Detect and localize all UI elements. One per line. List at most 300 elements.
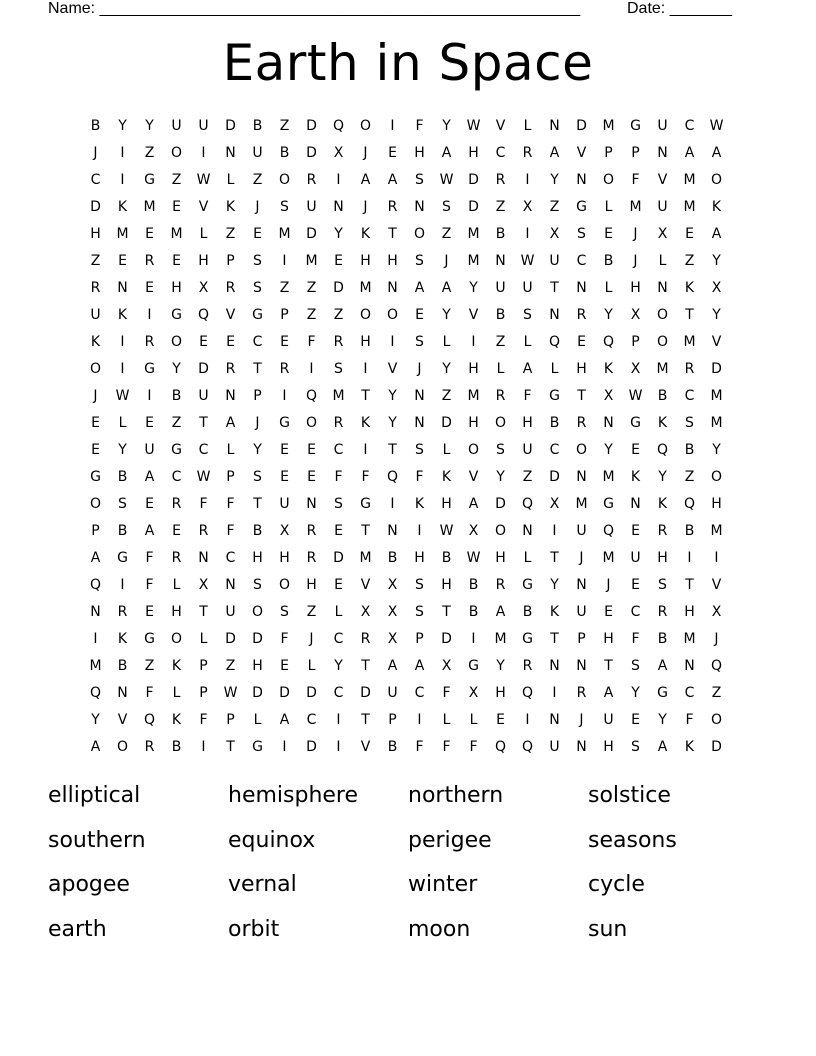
grid-letter[interactable]: E xyxy=(577,333,586,350)
grid-letter[interactable]: N xyxy=(576,657,587,674)
grid-letter[interactable]: M xyxy=(278,225,291,242)
grid-letter[interactable]: O xyxy=(278,171,291,188)
grid-letter[interactable]: N xyxy=(414,198,425,215)
grid-letter[interactable]: C xyxy=(684,387,695,404)
grid-letter[interactable]: A xyxy=(90,549,101,566)
grid-letter[interactable]: T xyxy=(388,441,397,458)
grid-letter[interactable]: H xyxy=(171,279,182,296)
grid-letter[interactable]: D xyxy=(333,279,344,296)
grid-letter[interactable]: R xyxy=(306,171,317,188)
grid-letter[interactable]: O xyxy=(467,441,480,458)
grid-letter[interactable]: M xyxy=(116,225,129,242)
grid-letter[interactable]: C xyxy=(333,684,344,701)
grid-letter[interactable]: E xyxy=(604,225,613,242)
grid-letter[interactable]: G xyxy=(171,441,182,458)
grid-letter[interactable]: Y xyxy=(631,684,640,701)
grid-letter[interactable]: D xyxy=(225,630,236,647)
grid-letter[interactable]: H xyxy=(495,549,506,566)
grid-letter[interactable]: C xyxy=(495,144,506,161)
grid-letter[interactable]: Y xyxy=(442,360,451,377)
grid-letter[interactable]: G xyxy=(252,738,263,755)
grid-letter[interactable]: I xyxy=(201,144,206,161)
grid-letter[interactable]: O xyxy=(710,711,723,728)
grid-letter[interactable]: R xyxy=(144,738,155,755)
grid-letter[interactable]: N xyxy=(225,576,236,593)
grid-letter[interactable]: U xyxy=(171,117,182,134)
grid-letter[interactable]: S xyxy=(658,576,667,593)
grid-letter[interactable]: E xyxy=(91,414,100,431)
grid-letter[interactable]: R xyxy=(279,360,290,377)
grid-letter[interactable]: G xyxy=(630,117,641,134)
grid-letter[interactable]: T xyxy=(577,387,586,404)
grid-letter[interactable]: N xyxy=(549,117,560,134)
grid-letter[interactable]: C xyxy=(576,252,587,269)
grid-letter[interactable]: J xyxy=(417,360,422,377)
grid-letter[interactable]: L xyxy=(307,657,316,674)
grid-letter[interactable]: L xyxy=(604,279,613,296)
grid-letter[interactable]: W xyxy=(520,252,535,269)
grid-letter[interactable]: D xyxy=(198,360,209,377)
grid-letter[interactable]: G xyxy=(144,360,155,377)
grid-letter[interactable]: M xyxy=(710,522,723,539)
grid-letter[interactable]: Y xyxy=(91,711,100,728)
grid-letter[interactable]: H xyxy=(171,603,182,620)
grid-letter[interactable]: S xyxy=(415,441,424,458)
grid-letter[interactable]: X xyxy=(711,603,722,620)
grid-letter[interactable]: K xyxy=(171,711,182,728)
grid-letter[interactable]: H xyxy=(495,684,506,701)
grid-letter[interactable]: I xyxy=(714,549,719,566)
grid-letter[interactable]: E xyxy=(280,441,289,458)
grid-letter[interactable]: S xyxy=(415,252,424,269)
grid-letter[interactable]: K xyxy=(171,657,182,674)
grid-letter[interactable]: G xyxy=(576,198,587,215)
grid-letter[interactable]: Y xyxy=(712,252,721,269)
grid-letter[interactable]: L xyxy=(496,360,505,377)
grid-letter[interactable]: G xyxy=(90,468,101,485)
grid-letter[interactable]: H xyxy=(630,279,641,296)
grid-letter[interactable]: B xyxy=(90,117,101,134)
grid-letter[interactable]: K xyxy=(549,603,560,620)
grid-letter[interactable]: E xyxy=(91,441,100,458)
grid-letter[interactable]: O xyxy=(305,414,318,431)
grid-letter[interactable]: E xyxy=(145,603,154,620)
grid-letter[interactable]: V xyxy=(468,468,479,485)
grid-letter[interactable]: H xyxy=(522,414,533,431)
grid-letter[interactable]: Z xyxy=(522,468,533,485)
grid-letter[interactable]: K xyxy=(117,630,128,647)
grid-letter[interactable]: Z xyxy=(495,333,506,350)
grid-letter[interactable]: I xyxy=(390,495,395,512)
grid-letter[interactable]: C xyxy=(684,117,695,134)
grid-letter[interactable]: Y xyxy=(550,171,559,188)
grid-letter[interactable]: N xyxy=(414,387,425,404)
grid-letter[interactable]: Q xyxy=(602,522,615,539)
grid-letter[interactable]: S xyxy=(523,306,532,323)
grid-letter[interactable]: P xyxy=(199,657,208,674)
grid-letter[interactable]: F xyxy=(415,117,424,134)
grid-letter[interactable]: X xyxy=(522,198,533,215)
grid-letter[interactable]: E xyxy=(415,306,424,323)
grid-letter[interactable]: P xyxy=(388,711,397,728)
grid-letter[interactable]: S xyxy=(253,468,262,485)
grid-letter[interactable]: N xyxy=(603,414,614,431)
grid-letter[interactable]: M xyxy=(683,171,696,188)
grid-letter[interactable]: L xyxy=(658,252,667,269)
grid-letter[interactable]: B xyxy=(387,738,398,755)
grid-letter[interactable]: L xyxy=(550,360,559,377)
grid-letter[interactable]: L xyxy=(226,441,235,458)
grid-letter[interactable]: X xyxy=(549,495,560,512)
grid-letter[interactable]: I xyxy=(147,387,152,404)
grid-letter[interactable]: O xyxy=(359,306,372,323)
grid-letter[interactable]: E xyxy=(631,441,640,458)
grid-letter[interactable]: N xyxy=(549,306,560,323)
grid-letter[interactable]: O xyxy=(494,414,507,431)
grid-letter[interactable]: R xyxy=(657,522,668,539)
grid-letter[interactable]: X xyxy=(630,306,641,323)
grid-letter[interactable]: U xyxy=(306,198,317,215)
grid-letter[interactable]: H xyxy=(279,549,290,566)
grid-letter[interactable]: E xyxy=(145,414,154,431)
grid-letter[interactable]: H xyxy=(684,603,695,620)
grid-letter[interactable]: N xyxy=(684,657,695,674)
grid-letter[interactable]: V xyxy=(657,171,668,188)
grid-letter[interactable]: D xyxy=(225,117,236,134)
grid-letter[interactable]: S xyxy=(685,414,694,431)
grid-letter[interactable]: E xyxy=(334,522,343,539)
grid-letter[interactable]: Q xyxy=(521,738,534,755)
grid-letter[interactable]: R xyxy=(576,306,587,323)
grid-letter[interactable]: O xyxy=(575,441,588,458)
grid-letter[interactable]: R xyxy=(495,387,506,404)
grid-letter[interactable]: E xyxy=(253,225,262,242)
grid-letter[interactable]: X xyxy=(441,657,452,674)
grid-letter[interactable]: F xyxy=(199,495,208,512)
grid-letter[interactable]: N xyxy=(495,252,506,269)
grid-letter[interactable]: Q xyxy=(683,495,696,512)
grid-letter[interactable]: N xyxy=(576,279,587,296)
grid-letter[interactable]: M xyxy=(359,549,372,566)
grid-letter[interactable]: E xyxy=(388,144,397,161)
grid-letter[interactable]: F xyxy=(199,711,208,728)
grid-letter[interactable]: I xyxy=(282,252,287,269)
grid-letter[interactable]: F xyxy=(145,576,154,593)
grid-letter[interactable]: T xyxy=(685,576,694,593)
grid-letter[interactable]: Y xyxy=(550,576,559,593)
grid-letter[interactable]: I xyxy=(363,360,368,377)
grid-letter[interactable]: W xyxy=(439,171,454,188)
grid-letter[interactable]: Z xyxy=(252,171,263,188)
grid-letter[interactable]: N xyxy=(657,279,668,296)
grid-letter[interactable]: Q xyxy=(386,468,399,485)
grid-letter[interactable]: N xyxy=(576,468,587,485)
grid-letter[interactable]: N xyxy=(117,279,128,296)
grid-letter[interactable]: I xyxy=(147,306,152,323)
grid-letter[interactable]: U xyxy=(522,279,533,296)
grid-letter[interactable]: A xyxy=(387,657,398,674)
grid-letter[interactable]: L xyxy=(199,630,208,647)
grid-letter[interactable]: P xyxy=(604,144,613,161)
grid-letter[interactable]: C xyxy=(225,549,236,566)
grid-letter[interactable]: P xyxy=(199,684,208,701)
grid-letter[interactable]: F xyxy=(145,684,154,701)
grid-letter[interactable]: B xyxy=(468,603,479,620)
grid-letter[interactable]: W xyxy=(196,171,211,188)
grid-letter[interactable]: B xyxy=(252,522,263,539)
grid-letter[interactable]: C xyxy=(549,441,560,458)
grid-letter[interactable]: H xyxy=(252,549,263,566)
grid-letter[interactable]: S xyxy=(415,171,424,188)
grid-letter[interactable]: B xyxy=(522,603,533,620)
grid-letter[interactable]: P xyxy=(226,252,235,269)
grid-letter[interactable]: X xyxy=(333,144,344,161)
grid-letter[interactable]: Z xyxy=(279,279,290,296)
grid-letter[interactable]: Y xyxy=(118,117,127,134)
grid-letter[interactable]: D xyxy=(441,414,452,431)
grid-letter[interactable]: D xyxy=(279,684,290,701)
grid-letter[interactable]: R xyxy=(144,252,155,269)
grid-letter[interactable]: H xyxy=(198,252,209,269)
grid-letter[interactable]: V xyxy=(468,306,479,323)
grid-letter[interactable]: Y xyxy=(253,441,262,458)
grid-letter[interactable]: I xyxy=(390,117,395,134)
grid-letter[interactable]: D xyxy=(468,171,479,188)
grid-letter[interactable]: I xyxy=(93,630,98,647)
grid-letter[interactable]: I xyxy=(120,360,125,377)
grid-letter[interactable]: R xyxy=(333,414,344,431)
grid-letter[interactable]: M xyxy=(305,252,318,269)
grid-letter[interactable]: Q xyxy=(656,441,669,458)
grid-letter[interactable]: P xyxy=(226,468,235,485)
grid-letter[interactable]: N xyxy=(117,684,128,701)
grid-letter[interactable]: K xyxy=(684,738,695,755)
grid-letter[interactable]: U xyxy=(495,279,506,296)
grid-letter[interactable]: X xyxy=(360,603,371,620)
grid-letter[interactable]: A xyxy=(144,522,155,539)
grid-letter[interactable]: Y xyxy=(496,468,505,485)
grid-letter[interactable]: E xyxy=(631,522,640,539)
grid-letter[interactable]: F xyxy=(307,333,316,350)
grid-letter[interactable]: K xyxy=(90,333,101,350)
grid-letter[interactable]: B xyxy=(117,522,128,539)
grid-letter[interactable]: K xyxy=(360,225,371,242)
grid-letter[interactable]: V xyxy=(495,117,506,134)
grid-letter[interactable]: O xyxy=(710,171,723,188)
grid-letter[interactable]: X xyxy=(387,630,398,647)
grid-letter[interactable]: N xyxy=(630,495,641,512)
grid-letter[interactable]: N xyxy=(576,738,587,755)
grid-letter[interactable]: N xyxy=(522,522,533,539)
grid-letter[interactable]: X xyxy=(549,225,560,242)
grid-letter[interactable]: R xyxy=(360,630,371,647)
grid-letter[interactable]: A xyxy=(360,171,371,188)
grid-letter[interactable]: B xyxy=(387,549,398,566)
grid-letter[interactable]: O xyxy=(170,630,183,647)
grid-letter[interactable]: Y xyxy=(469,279,478,296)
grid-letter[interactable]: Q xyxy=(602,333,615,350)
grid-letter[interactable]: C xyxy=(171,468,182,485)
grid-letter[interactable]: I xyxy=(120,144,125,161)
grid-letter[interactable]: R xyxy=(306,522,317,539)
grid-letter[interactable]: Y xyxy=(712,306,721,323)
grid-letter[interactable]: A xyxy=(441,279,452,296)
grid-letter[interactable]: P xyxy=(280,306,289,323)
grid-letter[interactable]: H xyxy=(603,630,614,647)
grid-letter[interactable]: A xyxy=(225,414,236,431)
grid-letter[interactable]: E xyxy=(199,333,208,350)
grid-letter[interactable]: I xyxy=(282,738,287,755)
grid-letter[interactable]: S xyxy=(253,576,262,593)
grid-letter[interactable]: E xyxy=(631,711,640,728)
grid-letter[interactable]: D xyxy=(306,738,317,755)
grid-letter[interactable]: I xyxy=(336,711,341,728)
grid-letter[interactable]: K xyxy=(657,414,668,431)
grid-letter[interactable]: Y xyxy=(118,441,127,458)
grid-letter[interactable]: Z xyxy=(306,603,317,620)
grid-letter[interactable]: V xyxy=(117,711,128,728)
grid-letter[interactable]: X xyxy=(198,279,209,296)
grid-letter[interactable]: D xyxy=(495,495,506,512)
date-field[interactable]: Date: _______ xyxy=(627,0,732,17)
grid-letter[interactable]: Q xyxy=(710,657,723,674)
grid-letter[interactable]: T xyxy=(199,603,208,620)
grid-letter[interactable]: C xyxy=(333,630,344,647)
grid-letter[interactable]: N xyxy=(387,279,398,296)
grid-letter[interactable]: N xyxy=(225,387,236,404)
grid-letter[interactable]: C xyxy=(630,603,641,620)
grid-letter[interactable]: Y xyxy=(442,117,451,134)
grid-letter[interactable]: L xyxy=(604,198,613,215)
grid-letter[interactable]: D xyxy=(711,360,722,377)
grid-letter[interactable]: T xyxy=(550,549,559,566)
grid-letter[interactable]: G xyxy=(144,171,155,188)
grid-letter[interactable]: Z xyxy=(684,252,695,269)
grid-letter[interactable]: H xyxy=(414,549,425,566)
grid-letter[interactable]: N xyxy=(90,603,101,620)
grid-letter[interactable]: G xyxy=(144,630,155,647)
grid-letter[interactable]: J xyxy=(633,252,638,269)
grid-letter[interactable]: O xyxy=(89,495,102,512)
grid-letter[interactable]: D xyxy=(252,630,263,647)
grid-letter[interactable]: Q xyxy=(143,711,156,728)
grid-letter[interactable]: I xyxy=(471,630,476,647)
grid-letter[interactable]: P xyxy=(226,711,235,728)
grid-letter[interactable]: I xyxy=(525,711,530,728)
grid-letter[interactable]: Z xyxy=(495,198,506,215)
grid-letter[interactable]: M xyxy=(143,198,156,215)
grid-letter[interactable]: M xyxy=(575,495,588,512)
grid-letter[interactable]: Q xyxy=(332,117,345,134)
grid-letter[interactable]: W xyxy=(439,522,454,539)
grid-letter[interactable]: C xyxy=(333,441,344,458)
grid-letter[interactable]: E xyxy=(307,468,316,485)
grid-letter[interactable]: N xyxy=(576,171,587,188)
grid-letter[interactable]: S xyxy=(280,603,289,620)
grid-letter[interactable]: F xyxy=(361,468,370,485)
grid-letter[interactable]: R xyxy=(171,549,182,566)
grid-letter[interactable]: M xyxy=(710,414,723,431)
grid-letter[interactable]: U xyxy=(198,387,209,404)
grid-letter[interactable]: N xyxy=(576,576,587,593)
grid-letter[interactable]: B xyxy=(117,468,128,485)
grid-letter[interactable]: B xyxy=(549,414,560,431)
grid-letter[interactable]: I xyxy=(525,171,530,188)
grid-letter[interactable]: I xyxy=(552,684,557,701)
grid-letter[interactable]: J xyxy=(309,630,314,647)
grid-letter[interactable]: B xyxy=(495,306,506,323)
grid-letter[interactable]: Z xyxy=(441,387,452,404)
grid-letter[interactable]: N xyxy=(657,144,668,161)
grid-letter[interactable]: Y xyxy=(145,117,154,134)
grid-letter[interactable]: D xyxy=(441,630,452,647)
grid-letter[interactable]: H xyxy=(360,252,371,269)
grid-letter[interactable]: G xyxy=(252,306,263,323)
grid-letter[interactable]: R xyxy=(576,684,587,701)
grid-letter[interactable]: M xyxy=(602,117,615,134)
grid-letter[interactable]: P xyxy=(631,144,640,161)
grid-letter[interactable]: A xyxy=(549,144,560,161)
grid-letter[interactable]: P xyxy=(631,333,640,350)
grid-letter[interactable]: Q xyxy=(197,306,210,323)
grid-letter[interactable]: E xyxy=(604,603,613,620)
grid-letter[interactable]: K xyxy=(117,306,128,323)
grid-letter[interactable]: I xyxy=(120,171,125,188)
grid-letter[interactable]: X xyxy=(387,576,398,593)
grid-letter[interactable]: I xyxy=(336,171,341,188)
grid-letter[interactable]: E xyxy=(685,225,694,242)
grid-letter[interactable]: G xyxy=(279,414,290,431)
grid-letter[interactable]: Z xyxy=(144,657,155,674)
grid-letter[interactable]: N xyxy=(306,495,317,512)
grid-letter[interactable]: C xyxy=(252,333,263,350)
grid-letter[interactable]: Q xyxy=(89,684,102,701)
grid-letter[interactable]: J xyxy=(444,252,449,269)
grid-letter[interactable]: D xyxy=(306,684,317,701)
grid-letter[interactable]: M xyxy=(683,630,696,647)
grid-letter[interactable]: O xyxy=(170,333,183,350)
grid-letter[interactable]: E xyxy=(334,252,343,269)
grid-letter[interactable]: H xyxy=(90,225,101,242)
grid-letter[interactable]: H xyxy=(711,495,722,512)
grid-letter[interactable]: T xyxy=(253,495,262,512)
grid-letter[interactable]: M xyxy=(683,198,696,215)
grid-letter[interactable]: D xyxy=(711,738,722,755)
grid-letter[interactable]: O xyxy=(710,468,723,485)
grid-letter[interactable]: G xyxy=(603,495,614,512)
grid-letter[interactable]: Z xyxy=(144,144,155,161)
grid-letter[interactable]: S xyxy=(496,441,505,458)
grid-letter[interactable]: A xyxy=(279,711,290,728)
grid-letter[interactable]: K xyxy=(225,198,236,215)
grid-letter[interactable]: O xyxy=(359,117,372,134)
grid-letter[interactable]: A xyxy=(441,144,452,161)
grid-letter[interactable]: U xyxy=(90,306,101,323)
grid-letter[interactable]: N xyxy=(387,522,398,539)
grid-letter[interactable]: Y xyxy=(172,360,181,377)
grid-letter[interactable]: D xyxy=(576,117,587,134)
grid-letter[interactable]: O xyxy=(251,603,264,620)
grid-letter[interactable]: O xyxy=(89,360,102,377)
grid-letter[interactable]: P xyxy=(91,522,100,539)
grid-letter[interactable]: V xyxy=(711,333,722,350)
grid-letter[interactable]: Z xyxy=(711,684,722,701)
grid-letter[interactable]: D xyxy=(90,198,101,215)
grid-letter[interactable]: Z xyxy=(549,198,560,215)
grid-letter[interactable]: B xyxy=(468,576,479,593)
grid-letter[interactable]: F xyxy=(631,630,640,647)
grid-letter[interactable]: O xyxy=(278,576,291,593)
